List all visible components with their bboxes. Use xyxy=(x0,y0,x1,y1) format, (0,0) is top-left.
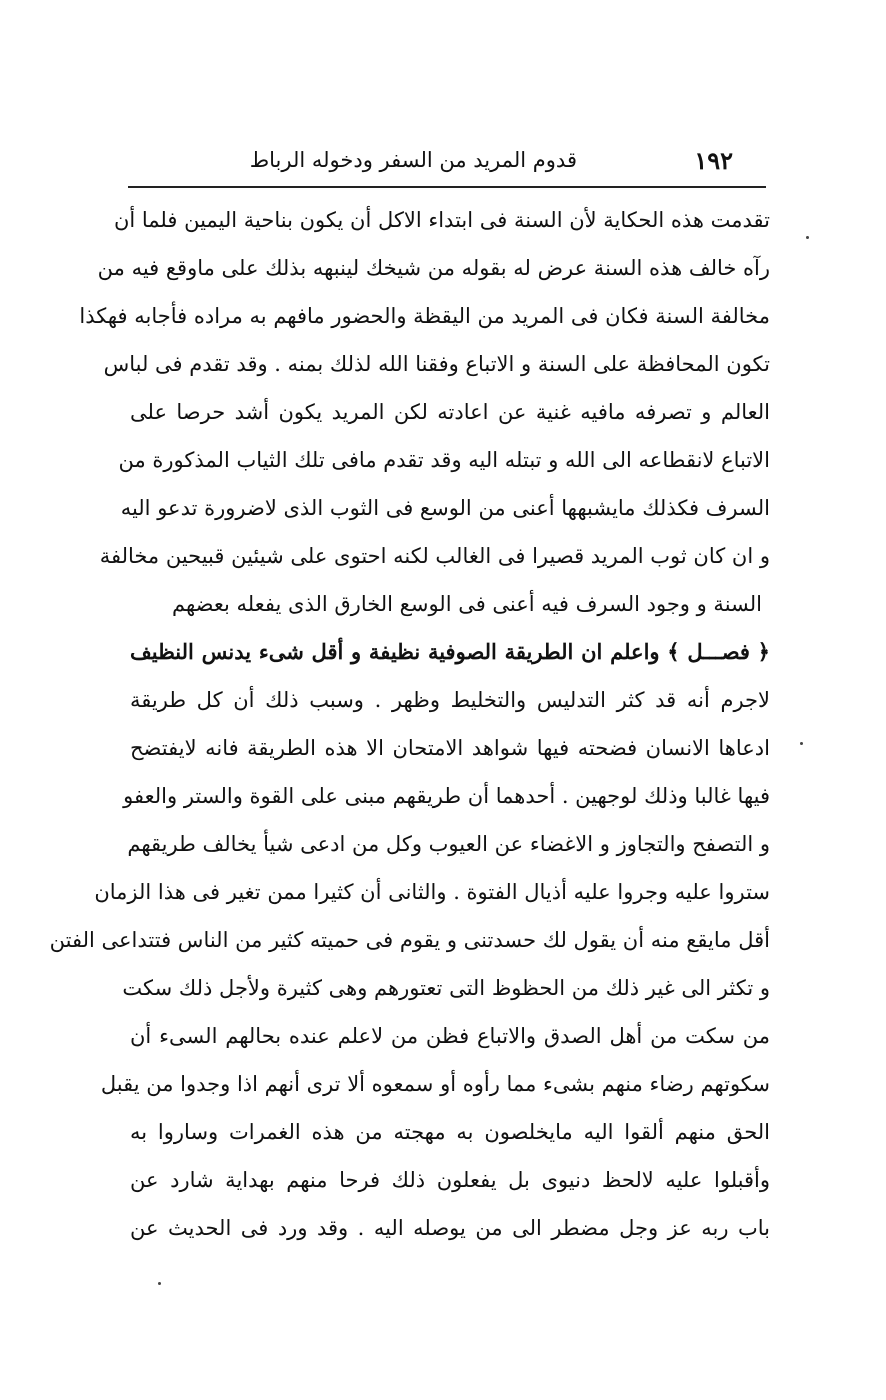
text-line: ستروا عليه وجروا عليه أذيال الفتوة . والثانى أن كثيرا ممن تغير فى هذا الزمان xyxy=(94,880,770,904)
text-line: و ان كان ثوب المريد قصيرا فى الغالب لكنه احتوى على شيئين قبيحين مخالفة xyxy=(99,544,770,568)
text-line: تقدمت هذه الحكاية لأن السنة فى ابتداء الاكل أن يكون بناحية اليمين فلما أن xyxy=(113,208,770,232)
text-line: السرف فكذلك مايشبهها أعنى من الوسع فى الثوب الذى لاضرورة تدعو اليه xyxy=(120,496,770,520)
text-line: من سكت من أهل الصدق والاتباع فظن من لاعلم عنده بحالهم السىء أن xyxy=(130,1024,770,1048)
text-line: أقل مايقع منه أن يقول لك حسدتنى و يقوم فى حميته كثير من الناس فتتداعى الفتن xyxy=(49,928,770,952)
text-line: و تكثر الى غير ذلك من الحظوظ التى تعتورهم وهى كثيرة ولأجل ذلك سكت xyxy=(122,976,770,1000)
text-line: رآه خالف هذه السنة عرض له بقوله من شيخك لينبهه بذلك على ماوقع فيه من xyxy=(97,256,770,280)
section-heading-line: ﴿ فصـــل ﴾ واعلم ان الطريقة الصوفية نظيفة و أقل شىء يدنس النظيف xyxy=(130,639,770,664)
body-text xyxy=(49,196,770,1252)
text-line: و التصفح والتجاوز و الاغضاء عن العيوب وكل من ادعى شيأ يخالف طريقهم xyxy=(127,832,770,856)
text-line: وأقبلوا عليه لالحظ دنيوى بل يفعلون ذلك فرحا منهم بهداية شارد عن xyxy=(130,1168,770,1192)
scan-speck xyxy=(158,1282,161,1285)
text-line: باب ربه عز وجل مضطر الى من يوصله اليه . وقد ورد فى الحديث عن xyxy=(130,1216,770,1240)
text-line: العالم و تصرفه مافيه غنية عن اعادته لكن المريد يكون أشد حرصا على xyxy=(130,400,770,424)
scan-speck xyxy=(800,742,803,745)
text-line: الاتباع لانقطاعه الى الله و تبتله اليه وقد تقدم مافى تلك الثياب المذكورة من xyxy=(118,448,770,472)
text-line: لاجرم أنه قد كثر التدليس والتخليط وظهر . وسبب ذلك أن كل طريقة xyxy=(130,688,770,712)
page-number: ١٩٢ xyxy=(694,146,733,175)
text-line: سكوتهم رضاء منهم بشىء مما رأوه أو سمعوه ألا ترى أنهم اذا وجدوا من يقبل xyxy=(100,1072,770,1096)
running-title: قدوم المريد من السفر ودخوله الرباط xyxy=(249,148,577,172)
text-line: تكون المحافظة على السنة و الاتباع وفقنا الله لذلك بمنه . وقد تقدم فى لباس xyxy=(103,352,770,376)
text-line: فيها غالبا وذلك لوجهين . أحدهما أن طريقهم مبنى على القوة والستر والعفو xyxy=(123,784,770,808)
text-line: مخالفة السنة فكان فى المريد من اليقظة والحضور مافهم به مراده فأجابه فهكذا xyxy=(79,304,770,328)
text-line: السنة و وجود السرف فيه أعنى فى الوسع الخارق الذى يفعله بعضهم xyxy=(172,592,762,616)
text-line: الحق منهم ألقوا اليه مايخلصون به مهجته من هذه الغمرات وساروا به xyxy=(130,1120,770,1144)
header-rule xyxy=(128,186,766,188)
scan-speck xyxy=(806,236,809,239)
page-header xyxy=(128,142,763,184)
text-line: ادعاها الانسان فضحته فيها شواهد الامتحان الا هذه الطريقة فانه لايفتضح xyxy=(130,736,770,760)
